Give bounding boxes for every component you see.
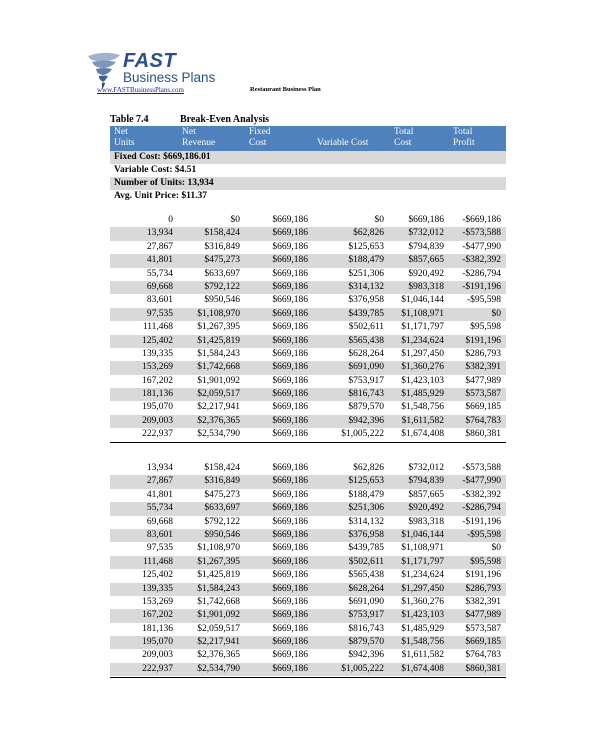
section-1-bottom-rule [110,442,506,443]
logo-brand: FAST [123,50,177,72]
cell-variable-cost: $753,917 [348,375,384,386]
cell-total-profit: -$382,392 [462,489,501,500]
table-row [110,428,506,441]
cell-net-revenue: $1,584,243 [197,348,240,359]
logo-subtitle: Business Plans [123,70,216,85]
cell-net-units: 153,269 [142,596,173,607]
cell-variable-cost: $816,743 [348,623,384,634]
cell-net-revenue: $950,546 [204,295,240,306]
cell-fixed-cost: $669,186 [272,389,308,400]
cell-variable-cost: $188,479 [348,489,384,500]
cell-net-revenue: $2,534,790 [197,429,240,440]
cell-fixed-cost: $669,186 [272,516,308,527]
cell-total-profit: $286,793 [465,348,501,359]
cell-total-profit: $191,196 [465,335,501,346]
cell-total-profit: $382,391 [465,596,501,607]
cell-total-profit: -$286,794 [462,503,501,514]
cell-fixed-cost: $669,186 [272,241,308,252]
avg-unit-price-line: Avg. Unit Price: $11.37 [110,190,506,203]
cell-fixed-cost: $669,186 [272,650,308,661]
cell-net-revenue: $2,217,941 [197,402,240,413]
cell-net-revenue: $633,697 [204,268,240,279]
cell-net-revenue: $633,697 [204,503,240,514]
cell-total-profit: -$286,794 [462,268,501,279]
cell-variable-cost: $502,611 [348,556,384,567]
cell-total-profit: $382,391 [465,362,501,373]
cell-net-revenue: $1,108,970 [197,543,240,554]
cell-total-cost: $1,234,624 [401,570,444,581]
cell-total-cost: $1,297,450 [401,583,444,594]
cell-net-units: 181,136 [142,389,173,400]
cell-net-revenue: $1,742,668 [197,362,240,373]
cell-net-revenue: $2,376,365 [197,415,240,426]
table-row [110,254,506,267]
cell-fixed-cost: $669,186 [272,215,308,225]
table-row [110,569,506,582]
table-row [110,636,506,649]
cell-net-revenue: $2,059,517 [197,623,240,634]
cell-net-revenue: $0 [230,215,240,225]
cell-fixed-cost: $669,186 [272,637,308,648]
cell-total-cost: $1,234,624 [401,335,444,346]
cell-fixed-cost: $669,186 [272,429,308,440]
cell-total-cost: $920,492 [408,268,444,279]
table-row [110,623,506,636]
cell-variable-cost: $942,396 [348,650,384,661]
cell-net-units: 222,937 [142,429,173,440]
cell-variable-cost: $942,396 [348,415,384,426]
tornado-icon [86,50,122,90]
assumptions-block [110,151,506,203]
cell-fixed-cost: $669,186 [272,335,308,346]
table-row [110,401,506,414]
header-fixed-cost-2: Cost [249,138,267,148]
cell-net-revenue: $475,273 [204,489,240,500]
cell-total-profit: $860,381 [465,429,501,440]
cell-net-units: 181,136 [142,623,173,634]
table-row [110,268,506,281]
cell-fixed-cost: $669,186 [272,556,308,567]
cell-net-units: 83,601 [146,295,173,306]
cell-total-profit: -$573,588 [462,463,501,473]
table-row [110,649,506,662]
cell-fixed-cost: $669,186 [272,476,308,487]
table-row [110,489,506,502]
cell-total-cost: $794,839 [408,241,444,252]
cell-net-units: 153,269 [142,362,173,373]
cell-net-units: 111,468 [142,556,173,567]
cell-net-revenue: $2,376,365 [197,650,240,661]
cell-fixed-cost: $669,186 [272,623,308,634]
table-row [110,609,506,622]
break-even-table [110,114,506,674]
cell-variable-cost: $251,306 [348,503,384,514]
cell-total-cost: $1,485,929 [401,623,444,634]
cell-total-profit: -$669,186 [462,215,501,225]
document-title: Restaurant Business Plan [250,86,321,93]
header-total-cost-2: Cost [394,138,412,148]
header-net-units-2: Units [114,138,135,148]
cell-net-revenue: $1,742,668 [197,596,240,607]
cell-net-revenue: $158,424 [204,228,240,239]
cell-variable-cost: $62,826 [353,463,384,473]
cell-net-revenue: $1,267,395 [197,556,240,567]
table-section-2 [110,462,506,676]
variable-cost-line: Variable Cost: $4.51 [110,164,506,177]
table-row [110,375,506,388]
fixed-cost-line: Fixed Cost: $669,186.01 [114,152,211,162]
cell-fixed-cost: $669,186 [272,228,308,239]
number-of-units-line: Number of Units: 13,934 [114,178,214,188]
cell-variable-cost: $816,743 [348,389,384,400]
table-row [110,516,506,529]
cell-total-profit: $573,587 [465,623,501,634]
cell-total-cost: $1,046,144 [401,529,444,540]
cell-total-profit: -$191,196 [462,281,501,292]
table-row [110,475,506,488]
website-link[interactable]: www.FASTBusinessPlans.com [97,86,184,94]
cell-net-units: 41,801 [146,489,173,500]
table-header [110,126,506,151]
cell-variable-cost: $879,570 [348,402,384,413]
cell-total-cost: $732,012 [408,228,444,239]
cell-total-cost: $983,318 [408,281,444,292]
cell-total-profit: $0 [491,543,501,554]
cell-total-cost: $1,674,408 [401,663,444,674]
table-row [110,462,506,475]
cell-net-units: 139,335 [142,348,173,359]
table-row [110,596,506,609]
cell-net-units: 167,202 [142,610,173,621]
table-row [110,388,506,401]
cell-net-revenue: $1,584,243 [197,583,240,594]
cell-net-revenue: $950,546 [204,529,240,540]
cell-net-revenue: $2,534,790 [197,663,240,674]
cell-total-profit: $0 [491,308,501,319]
cell-net-units: 69,668 [146,281,173,292]
cell-net-units: 27,867 [146,476,173,487]
cell-variable-cost: $879,570 [348,637,384,648]
cell-variable-cost: $1,005,222 [341,429,384,440]
header-net-units-1: Net [114,127,128,137]
cell-fixed-cost: $669,186 [272,268,308,279]
cell-net-units: 83,601 [146,529,173,540]
table-row [110,241,506,254]
cell-net-units: 55,734 [146,503,173,514]
cell-variable-cost: $439,785 [348,308,384,319]
cell-total-cost: $1,108,971 [401,308,444,319]
cell-total-profit: $860,381 [465,663,501,674]
cell-net-revenue: $1,425,819 [197,335,240,346]
header-net-revenue-1: Net [182,127,196,137]
cell-variable-cost: $565,438 [348,570,384,581]
cell-total-cost: $857,665 [408,489,444,500]
cell-total-cost: $1,611,582 [401,415,444,426]
table-caption [110,114,506,126]
cell-variable-cost: $125,653 [348,241,384,252]
cell-variable-cost: $62,826 [353,228,384,239]
table-row [110,663,506,676]
cell-total-profit: $477,989 [465,610,501,621]
cell-total-cost: $1,360,276 [401,362,444,373]
cell-net-units: 55,734 [146,268,173,279]
cell-variable-cost: $376,958 [348,529,384,540]
cell-net-units: 13,934 [146,463,173,473]
cell-net-units: 195,070 [142,637,173,648]
cell-total-profit: -$95,598 [466,529,501,540]
cell-variable-cost: $0 [374,215,384,225]
cell-fixed-cost: $669,186 [272,415,308,426]
cell-net-revenue: $316,849 [204,241,240,252]
table-row [110,308,506,321]
cell-fixed-cost: $669,186 [272,308,308,319]
cell-total-profit: $669,185 [465,637,501,648]
table-row [110,335,506,348]
cell-net-revenue: $1,267,395 [197,322,240,333]
table-row [110,529,506,542]
cell-total-profit: $191,196 [465,570,501,581]
cell-variable-cost: $502,611 [348,322,384,333]
cell-total-profit: $764,783 [465,650,501,661]
table-row [110,583,506,596]
cell-total-cost: $1,548,756 [401,637,444,648]
cell-total-cost: $1,485,929 [401,389,444,400]
cell-variable-cost: $691,090 [348,362,384,373]
cell-total-profit: $669,185 [465,402,501,413]
cell-total-cost: $669,186 [408,215,444,225]
cell-net-units: 125,402 [142,570,173,581]
cell-fixed-cost: $669,186 [272,281,308,292]
cell-net-units: 69,668 [146,516,173,527]
table-row [110,415,506,428]
table-section-1 [110,214,506,442]
cell-fixed-cost: $669,186 [272,463,308,473]
table-row [110,348,506,361]
cell-net-units: 139,335 [142,583,173,594]
cell-net-revenue: $792,122 [204,281,240,292]
cell-total-cost: $1,171,797 [401,322,444,333]
header-total-profit-2: Profit [453,138,475,148]
cell-net-revenue: $1,425,819 [197,570,240,581]
header-net-revenue-2: Revenue [182,138,216,148]
cell-total-cost: $1,423,103 [401,375,444,386]
cell-net-units: 195,070 [142,402,173,413]
cell-net-revenue: $1,901,092 [197,610,240,621]
cell-net-units: 41,801 [146,255,173,266]
table-row [110,281,506,294]
cell-variable-cost: $439,785 [348,543,384,554]
cell-fixed-cost: $669,186 [272,503,308,514]
table-row [110,321,506,334]
cell-variable-cost: $628,264 [348,583,384,594]
cell-net-revenue: $2,059,517 [197,389,240,400]
cell-net-revenue: $1,108,970 [197,308,240,319]
cell-total-cost: $1,423,103 [401,610,444,621]
cell-net-revenue: $2,217,941 [197,637,240,648]
table-row [110,502,506,515]
cell-net-units: 0 [168,215,173,225]
cell-variable-cost: $125,653 [348,476,384,487]
cell-net-units: 209,003 [142,415,173,426]
cell-net-units: 13,934 [146,228,173,239]
cell-fixed-cost: $669,186 [272,489,308,500]
header-fixed-cost-1: Fixed [249,127,271,137]
cell-net-units: 27,867 [146,241,173,252]
cell-net-units: 167,202 [142,375,173,386]
cell-variable-cost: $1,005,222 [341,663,384,674]
cell-total-cost: $1,548,756 [401,402,444,413]
cell-total-profit: $95,598 [470,322,501,333]
cell-fixed-cost: $669,186 [272,322,308,333]
table-title: Break-Even Analysis [180,114,269,125]
table-row [110,542,506,555]
cell-net-revenue: $792,122 [204,516,240,527]
cell-total-profit: -$477,990 [462,476,501,487]
cell-total-cost: $857,665 [408,255,444,266]
cell-net-revenue: $475,273 [204,255,240,266]
header-variable-cost: Variable Cost [317,138,369,148]
cell-fixed-cost: $669,186 [272,362,308,373]
cell-total-cost: $1,297,450 [401,348,444,359]
cell-variable-cost: $753,917 [348,610,384,621]
cell-fixed-cost: $669,186 [272,610,308,621]
cell-total-cost: $1,611,582 [401,650,444,661]
cell-total-profit: $477,989 [465,375,501,386]
cell-total-cost: $920,492 [408,503,444,514]
header-total-cost-1: Total [394,127,414,137]
cell-net-units: 222,937 [142,663,173,674]
cell-net-revenue: $1,901,092 [197,375,240,386]
cell-total-profit: -$573,588 [462,228,501,239]
cell-net-units: 209,003 [142,650,173,661]
cell-fixed-cost: $669,186 [272,663,308,674]
cell-total-profit: -$382,392 [462,255,501,266]
cell-total-profit: $573,587 [465,389,501,400]
cell-net-revenue: $316,849 [204,476,240,487]
cell-net-units: 97,535 [146,543,173,554]
cell-net-units: 125,402 [142,335,173,346]
cell-net-units: 97,535 [146,308,173,319]
cell-variable-cost: $628,264 [348,348,384,359]
table-row [110,214,506,227]
cell-total-cost: $1,046,144 [401,295,444,306]
cell-total-cost: $1,360,276 [401,596,444,607]
cell-variable-cost: $314,132 [348,281,384,292]
table-number: Table 7.4 [110,114,149,125]
table-row [110,556,506,569]
cell-total-cost: $732,012 [408,463,444,473]
cell-fixed-cost: $669,186 [272,543,308,554]
cell-net-revenue: $158,424 [204,463,240,473]
cell-fixed-cost: $669,186 [272,529,308,540]
cell-total-cost: $983,318 [408,516,444,527]
cell-variable-cost: $251,306 [348,268,384,279]
cell-fixed-cost: $669,186 [272,570,308,581]
cell-variable-cost: $565,438 [348,335,384,346]
cell-total-cost: $1,674,408 [401,429,444,440]
cell-fixed-cost: $669,186 [272,596,308,607]
cell-total-profit: -$191,196 [462,516,501,527]
cell-fixed-cost: $669,186 [272,295,308,306]
cell-fixed-cost: $669,186 [272,402,308,413]
cell-fixed-cost: $669,186 [272,255,308,266]
cell-total-profit: $286,793 [465,583,501,594]
cell-net-units: 111,468 [142,322,173,333]
cell-total-profit: -$477,990 [462,241,501,252]
cell-variable-cost: $691,090 [348,596,384,607]
cell-total-cost: $1,108,971 [401,543,444,554]
header-total-profit-1: Total [453,127,473,137]
cell-total-profit: $95,598 [470,556,501,567]
table-row [110,227,506,240]
cell-variable-cost: $314,132 [348,516,384,527]
cell-fixed-cost: $669,186 [272,375,308,386]
cell-total-cost: $1,171,797 [401,556,444,567]
section-2-bottom-rule [110,677,506,678]
cell-variable-cost: $376,958 [348,295,384,306]
table-row [110,294,506,307]
table-row [110,361,506,374]
cell-total-profit: $764,783 [465,415,501,426]
cell-fixed-cost: $669,186 [272,348,308,359]
cell-total-cost: $794,839 [408,476,444,487]
cell-fixed-cost: $669,186 [272,583,308,594]
cell-variable-cost: $188,479 [348,255,384,266]
cell-total-profit: -$95,598 [466,295,501,306]
